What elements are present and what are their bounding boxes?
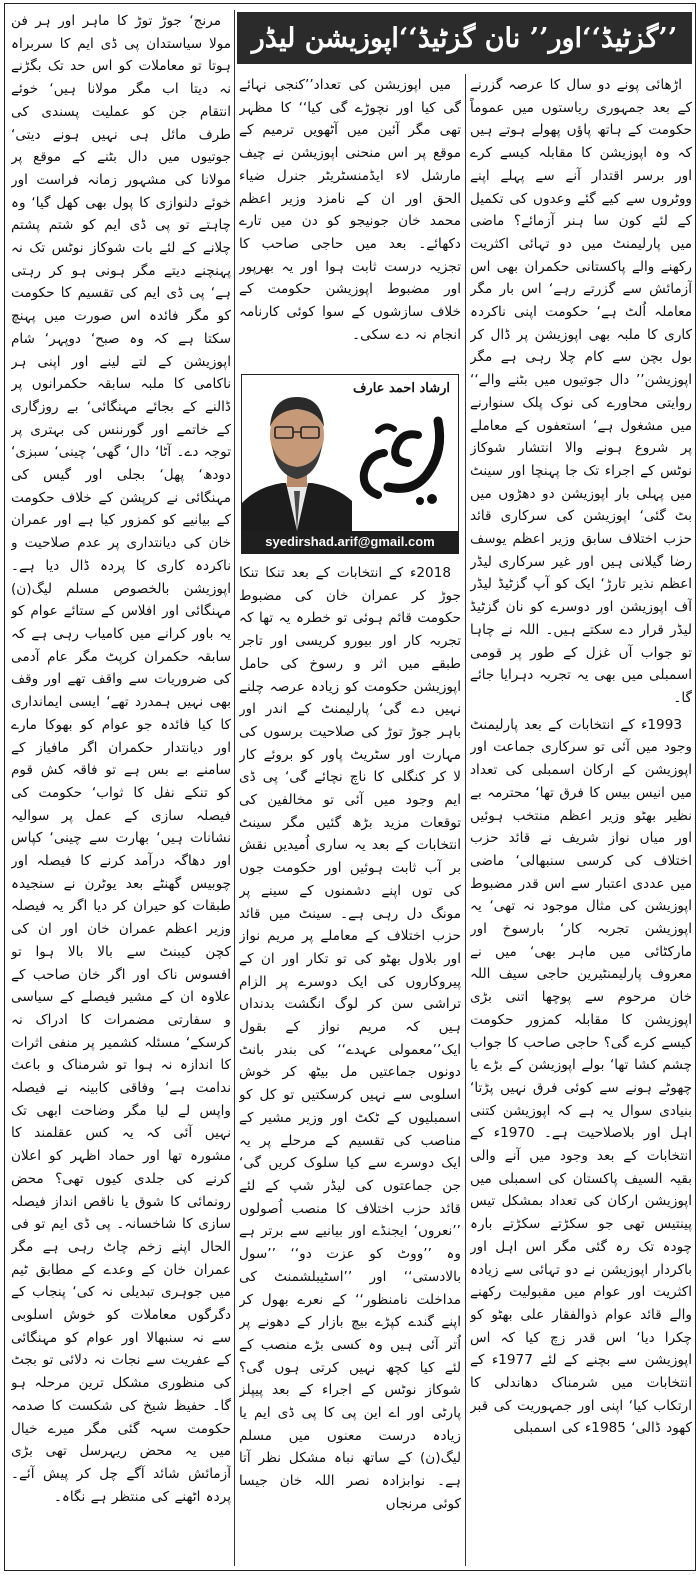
author-name: ارشاد احمد عارف: [352, 381, 450, 396]
paragraph: 2018ء کے انتخابات کے بعد تنکا تنکا جوڑ کر عمران خان کی مضبوط حکومت قائم ہوئی تو خطرہ یہ تھا کہ تجربہ کار اور بیورو کریسی اور تاجر طبقے میں اثر و رسوخ کی حامل اپوزیشن حکومت کو زیادہ عرصہ چلنے نہیں دے گی‘ پارلیمنٹ کے اندر اور باہر جوڑ توڑ کی صلاحیت برسوں کی مہارت اور سٹریٹ پاور کو بروئے کار لا کر کنگلی کا ناچ نچائے گی‘ پی ڈی ایم وجود میں آئی تو مخالفین کی توقعات مزید بڑھ گئیں مگر سینٹ انتخابات کے بعد یہ ساری اُمیدیں نقش بر آب ثابت ہوئیں اور حکومت جوں کی توں اپنے دشمنوں کے سینے پر مونگ دل رہی ہے۔ سینٹ میں قائد حزب اختلاف کے معاملے پر مریم نواز اور بلاول بھٹو کی تو تکار اور ان کے پیروکاروں کی ایک دوسرے پر الزام تراشی سن کر لوگ انگشت بدنداں ہیں کہ مریم نواز کے بقول ایک’’معمولی عہدے‘‘ کی بندر بانٹ دونوں جماعتیں مل بیٹھ کر خوش اسلوبی سے نہیں کرسکتیں تو کل کو اسمبلیوں کے ٹکٹ اور وزیر مشیر کے مناصب کی تقسیم کے مرحلے پر یہ ایک دوسرے سے کیا سلوک کریں گی‘ جن جماعتوں کی لیڈر شپ کے لئے قائد حزب اختلاف کا منصب اُصولوں ’’نعروں‘ ایجنڈے اور بیانیے سے برتر ہے وہ ’’ووٹ کو عزت دو‘‘ ’’سول بالادستی‘‘ اور ’’اسٹیبلشمنٹ کی مداخلت نامنظور‘‘ کے نعرے بھول کر اپنے گندے کپڑے بیچ بازار کے دھونے پر اُتر آئی ہیں وہ کسی بڑے منصب کے لئے کیا کچھ نہیں کرتی ہوں گی؟ شوکاز نوٹس کے اجراء کے بعد پیپلز پارٹی اور اے این پی کا پی ڈی ایم یا زیادہ درست معنوں میں مسلم لیگ(ن) کے ساتھ نباہ مشکل نظر آتا ہے۔ نوابزادہ نصر اللہ خان جیسا کوئی مرنجاں: [239, 565, 461, 1512]
column-logo: [348, 401, 456, 513]
column-divider: [465, 74, 466, 1566]
column-divider: [234, 10, 235, 1566]
author-portrait: [242, 375, 352, 531]
paragraph: اڑھائی پونے دو سال کا عرصہ گزرنے کے بعد جمہوری ریاستوں میں عموماً حکومت کے ہاتھ پاؤں پھولے ہوتے ہیں کہ وہ اپوزیشن کا مقابلہ کیسے کرے اور برسر اقتدار آنے سے پہلے اپنے ووٹروں سے کیے گئے وعدوں کی تکمیل کے لئے کون سا ہنر آزمائے؟ ماضی میں پارلیمنٹ میں دو تہائی اکثریت رکھنے والے پاکستانی حکمران بھی اس آزمائش سے گزرتے رہے‘ اس بار مگر معاملہ اُلٹ ہے‘ حکومت اپنی ناکردہ کاری کا ملبہ بھی اپوزیشن پر ڈال کر بول بچن سے کام چلا رہی ہے مگر اپوزیشن’’ دال جوتیوں میں بٹنے والے‘‘ روایتی محاورے کی نوک پلک سنوارنے میں مشغول ہے‘ استعفوں کے معاملے پر شروع ہونے والا انتشار شوکاز نوٹس کے اجراء تک جا پہنچا اور سینٹ میں پہلی بار اپوزیشن دو دھڑوں میں بٹ گئی‘ اپوزیشن کی سرکاری قائد حزب اختلاف سابق وزیر اعظم یوسف رضا گیلانی ہیں اور غیر سرکاری لیڈر اعظم نذیر تارڑ‘ ایک کو آپ گزٹیڈ لیڈر آف اپوزیشن اور دوسرے کو نان گزٹیڈ لیڈر قرار دے سکتے ہیں۔ اللہ نے چاہا تو جواب آں غزل کے طور پر قومی اسمبلی میں بھی یہ تجربہ دہرایا جائے گا۔: [470, 77, 692, 706]
paragraph: مرنج‘ جوڑ توڑ کا ماہر اور ہر فن مولا سیاستدان پی ڈی ایم کا سربراہ ہوتا تو معاملات کو اس حد تک بگڑنے نہ دیتا اب مگر مولانا ہیں‘ خوئے انتقام جن کو عملیت پسندی کی طرف مائل ہی نہیں ہونے دیتی‘ جوتیوں میں دال بٹنے کے موقع پر مولانا کی مشہور زمانہ فراست اور خوئے دلنوازی کا پول بھی کھل گیا‘ وہ چاہتے تو پی ڈی ایم کو شتم پشتم چلانے کے لئے بات شوکاز نوٹس تک نہ پہنچنے دیتے مگر ہونی ہو کر رہتی ہے‘ پی ڈی ایم کی تقسیم کا حکومت کو مگر فائدہ اس صورت میں پہنچ سکتا ہے کہ وہ صبح‘ دوپہر‘ شام اپوزیشن کے لتے لینے اور اپنی ہر ناکامی کا ملبہ سابقہ حکمرانوں پر ڈالنے کے بجائے مہنگائی‘ بے روزگاری کے خاتمے اور گورننس کی بہتری پر توجہ دے۔ آٹا‘ دال‘ گھی‘ چینی‘ سبزی‘ دودھ‘ پھل‘ بجلی اور گیس کی مہنگائی نے کرپشن کے خلاف حکومت کے بیانیے کو کمزور کیا ہے اور عمران خان کی دیانتداری پر عدم صلاحیت و ناکردہ کاری کا پردہ ڈال دیا ہے۔ اپوزیشن بالخصوص مسلم لیگ(ن) مہنگائی اور افلاس کے ستائے عوام کو یہ باور کرانے میں کامیاب رہی ہے کہ سابقہ حکمران کرپٹ مگر عام آدمی کی ضروریات سے واقف تھے اور وقف بھی نہیں ہمدرد تھے‘ ایسی ایمانداری کا کیا فائدہ جو عوام کو بھوکا مارے اور دیانتدار حکمران اگر مافیاز کے سامنے بے بس ہے تو فاقہ کش قوم کو تنکے نفل کا ثواب‘ حکومت کی فیصلہ سازی کے عمل پر سوالیہ نشانات ہیں‘ بھارت سے چینی‘ کپاس اور دھاگہ درآمد کرنے کا فیصلہ اور چوبیس گھنٹے بعد یوٹرن نے سنجیدہ طبقات کو حیران کر دیا اگر یہ فیصلہ وزیر اعظم عمران خان اور ان کی کچن کیبنٹ سے بالا بالا ہوا تو افسوس ناک اور اگر خان صاحب کے علاوہ ان کے مشیر فیصلے کے سیاسی و سفارتی مضمرات کا ادراک نہ کرسکے‘ مسئلہ کشمیر پر منفی اثرات کا اندازہ نہ ہوا تو شرمناک و باعث ندامت ہے‘ وفاقی کابینہ نے فیصلہ واپس لے لیا مگر وضاحت ابھی تک نہیں آئی کہ یہ کس عقلمند کا مشورہ تھا اور حماد اظہر کو اعلان کرنے کی جلدی کیوں تھی؟ محض رونمائی کا شوق یا ناقص انداز فیصلہ سازی کا شاخسانہ۔ پی ڈی ایم تو فی الحال اپنے زخم چاٹ رہی ہے مگر عمران خان کے وعدے کے مطابق ٹیم میں جوہری تبدیلی نہ کی‘ پنجاب کے دگرگوں معاملات کو خوش اسلوبی سے نہ سنبھالا اور عوام کو مہنگائی کے عفریت سے نجات نہ دلائی تو بجٹ کی منظوری مشکل ترین مرحلہ ہو گا۔ حفیظ شیخ کی شکست کا صدمہ حکومت سہہ گئی مگر میرے خیال میں یہ محض ریہرسل تھی بڑی آزمائش شائد آگے چل کر پیش آئے۔ پردہ اٹھنے کی منتظر ہے نگاہ۔: [11, 13, 231, 1505]
column-middle-bottom: [239, 562, 461, 1566]
byline-box: [241, 374, 459, 554]
paragraph: 1993ء کے انتخابات کے بعد پارلیمنٹ وجود میں آئی تو سرکاری جماعت اور اپوزیشن کے ارکان اسمبلی کی تعداد میں انیس بیس کا فرق تھا‘ محترمہ بے نظیر بھٹو وزیر اعظم منتخب ہوئیں اور میاں نواز شریف نے قائد حزب اختلاف کی کرسی سنبھالی‘ ماضی میں عددی اعتبار سے اس قدر مضبوط اپوزیشن کی مثال موجود نہ تھی‘ یہ اپوزیشن تجربہ کار‘ بارسوخ اور مارکٹائی میں ماہر بھی‘ میں نے معروف پارلیمنٹیرین حاجی سیف اللہ خان مرحوم سے پوچھا اتنی بڑی اپوزیشن کا مقابلہ کمزور حکومت کیسے کرے گی؟ حاجی صاحب کا جواب چشم کشا تھا‘ بولے اپوزیشن کے بڑے یا چھوٹے ہونے سے کوئی فرق نہیں پڑتا‘ بنیادی سوال یہ ہے کہ اپوزیشن کتنی اہل اور بلاصلاحیت ہے۔ 1970ء کے انتخابات کے بعد وجود میں آنے والی بقیہ السیف پاکستان کی اسمبلی میں اپوزیشن ارکان کی تعداد بمشکل تیس پینتیس تھی جو سکڑتے سکڑتے بارہ چودہ تک رہ گئی مگر اس اہل اور باکردار اپوزیشن نے دو تہائی سے زیادہ اکثریت اور عوام میں مقبولیت رکھنے والے قائد عوام ذوالفقار علی بھٹو کو چکرا دیا‘ اس قدر زچ کیا کہ اس اپوزیشن سے بچنے کے لئے 1977ء کے انتخابات میں شرمناک دھاندلی کا ارتکاب کیا‘ اپنی اور جمہوریت کی قبر کھود ڈالی‘ 1985ء کی اسمبلی: [470, 716, 692, 1437]
author-email[interactable]: syedirshad.arif@gmail.com: [242, 531, 458, 553]
headline-banner: [237, 12, 692, 64]
paragraph: میں اپوزیشن کی تعداد’’کنجی نہائے گی کیا اور نچوڑے گی کیا‘‘ کا مظہر تھی مگر آئین میں آٹھویں ترمیم کے موقع پر اس منحنی اپوزیشن نے چیف مارشل لاء ایڈمنسٹریٹر جنرل ضیاء الحق اور ان کے نامزد وزیر اعظم محمد خان جونیجو کو دن میں تارے دکھائے۔ بعد میں حاجی صاحب کا تجزیہ درست ثابت ہوا اور یہ بھرپور اور مضبوط اپوزیشن حکومت کے خلاف سازشوں کے سوا کوئی کارنامہ انجام نہ دے سکی۔: [239, 77, 461, 343]
column-middle-top: [239, 74, 461, 364]
headline: ’’گزٹیڈ‘‘اور’’ نان گزٹیڈ‘‘اپوزیشن لیڈر: [251, 22, 678, 54]
column-left: [11, 10, 231, 1566]
column-right: [470, 74, 692, 1566]
newspaper-page: [4, 3, 696, 1571]
